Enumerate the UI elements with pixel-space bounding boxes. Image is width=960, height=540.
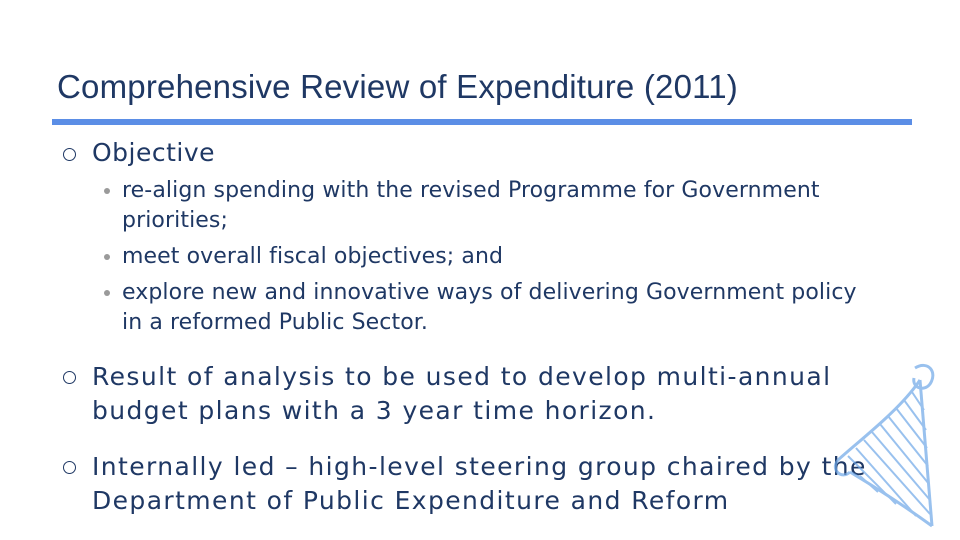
bullet-internally-led: Internally led – high-level steering group chaired by the Department of Public Expenditure and Reform (92, 452, 867, 515)
bullet-marker (63, 371, 76, 384)
harp-icon (820, 350, 940, 530)
title-divider (52, 119, 912, 125)
slide-title: Comprehensive Review of Expenditure (2011) (57, 68, 738, 105)
sub-bullet-realign: re-align spending with the revised Programme for Government priorities; (122, 178, 820, 233)
sub-bullet-marker (104, 290, 110, 296)
bullet-objective: Objective (92, 138, 216, 167)
sub-bullet-fiscal: meet overall fiscal objectives; and (122, 244, 504, 269)
bullet-marker (63, 461, 76, 474)
bullet-result: Result of analysis to be used to develop multi-annual budget plans with a 3 year time horizon. (92, 362, 832, 425)
bullet-marker (63, 148, 76, 161)
sub-bullet-explore: explore new and innovative ways of delivering Government policy in a reformed Public Sector. (122, 280, 857, 335)
sub-bullet-marker (104, 254, 110, 260)
sub-bullet-marker (104, 188, 110, 194)
